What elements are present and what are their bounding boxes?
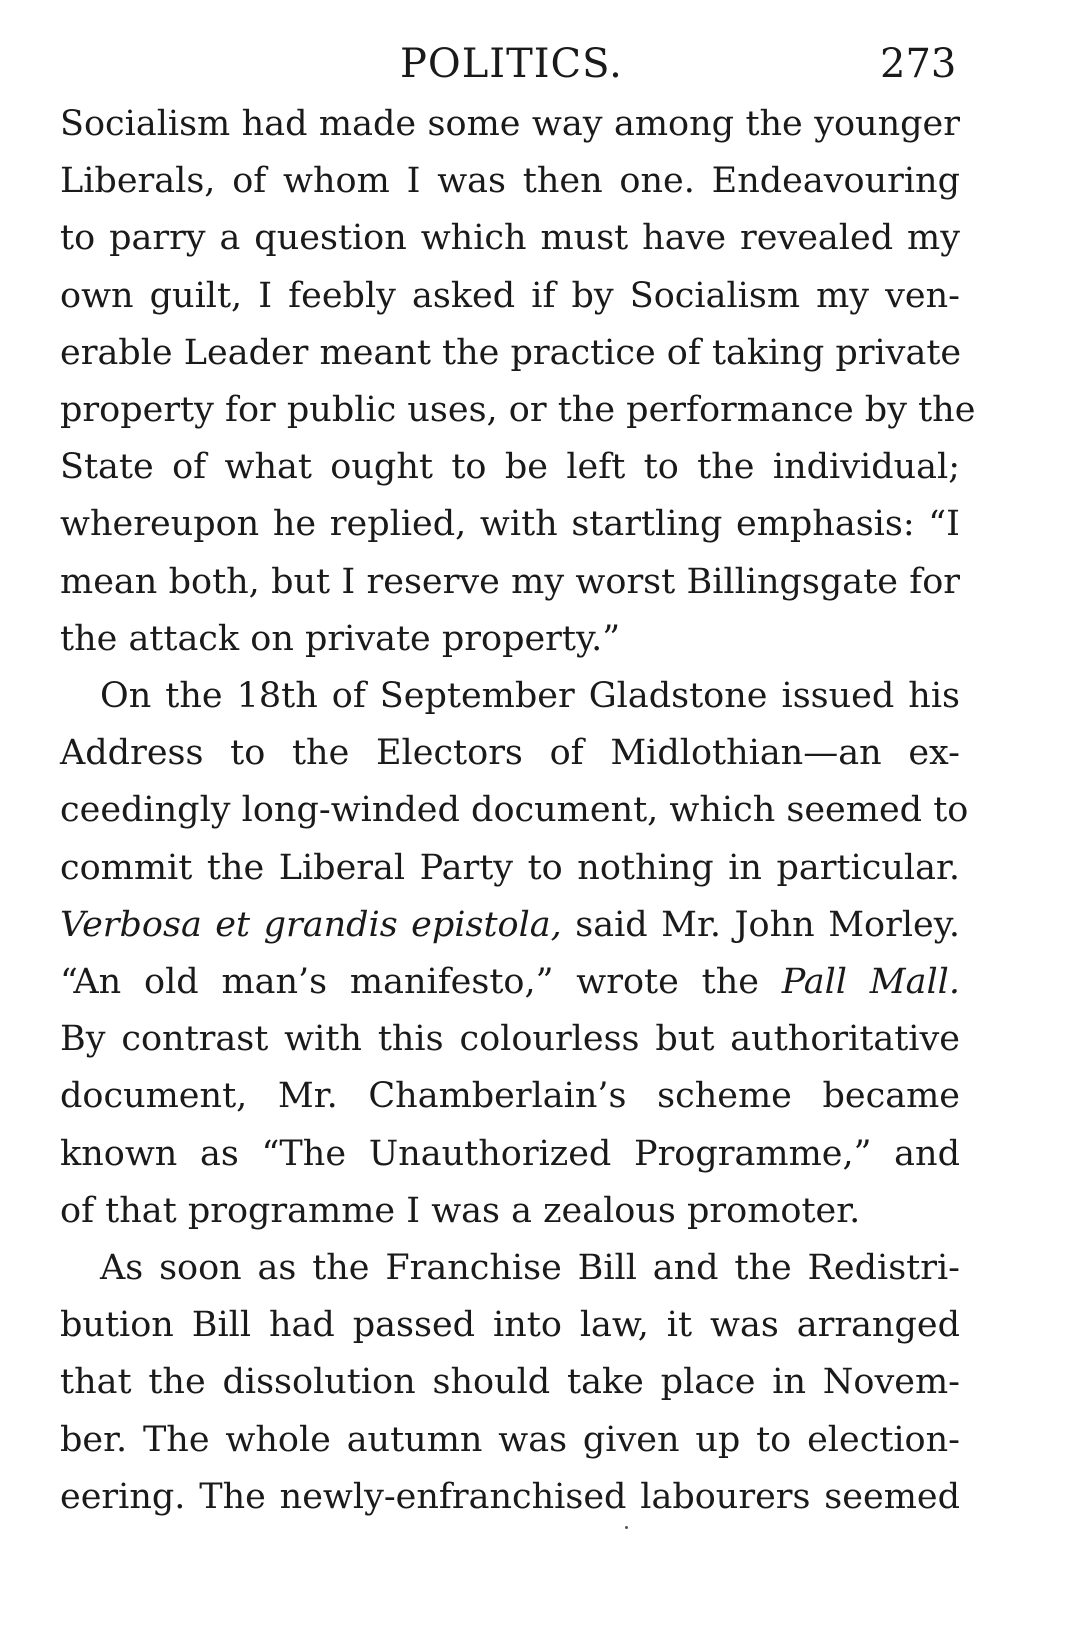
text-line: As soon as the Franchise Bill and the Redistri- — [100, 1248, 960, 1289]
paragraph-1 — [60, 96, 976, 668]
text-line: known as “The Unauthorized Programme,” and — [60, 1133, 960, 1174]
text-line: of that programme I was a zealous promoter. — [60, 1190, 861, 1231]
manifesto-quote: “An old man’s manifesto,” wrote the — [60, 962, 782, 1003]
text-line: eering. The newly-enfranchised labourers seemed — [60, 1476, 960, 1517]
text-line: erable Leader meant the practice of taking private — [60, 332, 962, 373]
text-line: mean both, but I reserve my worst Billingsgate for — [60, 561, 960, 602]
text-line: document, Mr. Chamberlain’s scheme became — [60, 1076, 960, 1117]
paragraph-2 — [60, 668, 969, 1240]
running-head — [0, 36, 1088, 96]
text-line: that the dissolution should take place in Novem- — [60, 1362, 960, 1403]
latin-quotation: Verbosa et grandis epistola, — [60, 904, 562, 945]
text-line: whereupon he replied, with startling emphasis: “I — [60, 504, 960, 545]
text-line: commit the Liberal Party to nothing in particular. — [60, 847, 960, 888]
text-line: own guilt, I feebly asked if by Socialism my ven- — [60, 275, 960, 316]
text-line-pall-mall — [60, 954, 960, 1011]
text-line: By contrast with this colourless but authoritative — [60, 1019, 960, 1060]
text-line: Liberals, of whom I was then one. Endeavouring — [60, 161, 960, 202]
quotation-attribution: said Mr. John Morley. — [561, 904, 960, 945]
text-line: the attack on private property.” — [60, 618, 621, 659]
body-text — [60, 96, 976, 1526]
page-number: 273 — [880, 41, 957, 87]
text-line: property for public uses, or the performance by the — [60, 390, 976, 431]
text-line: bution Bill had passed into law, it was arranged — [60, 1305, 960, 1346]
text-line: ber. The whole autumn was given up to election- — [60, 1419, 960, 1460]
running-title: POLITICS. — [400, 41, 623, 87]
publication-title: Pall Mall. — [781, 962, 960, 1003]
text-line: to parry a question which must have revealed my — [60, 218, 960, 259]
text-line: ceedingly long-winded document, which seemed to — [60, 790, 969, 831]
text-line: On the 18th of September Gladstone issued his — [100, 676, 960, 717]
text-line: Address to the Electors of Midlothian—an ex- — [60, 733, 960, 774]
text-line: State of what ought to be left to the individual; — [60, 447, 960, 488]
print-speck — [625, 1526, 628, 1529]
paragraph-3 — [60, 1240, 960, 1526]
text-line-verbosa — [60, 897, 960, 954]
text-line: Socialism had made some way among the younger — [60, 104, 960, 144]
